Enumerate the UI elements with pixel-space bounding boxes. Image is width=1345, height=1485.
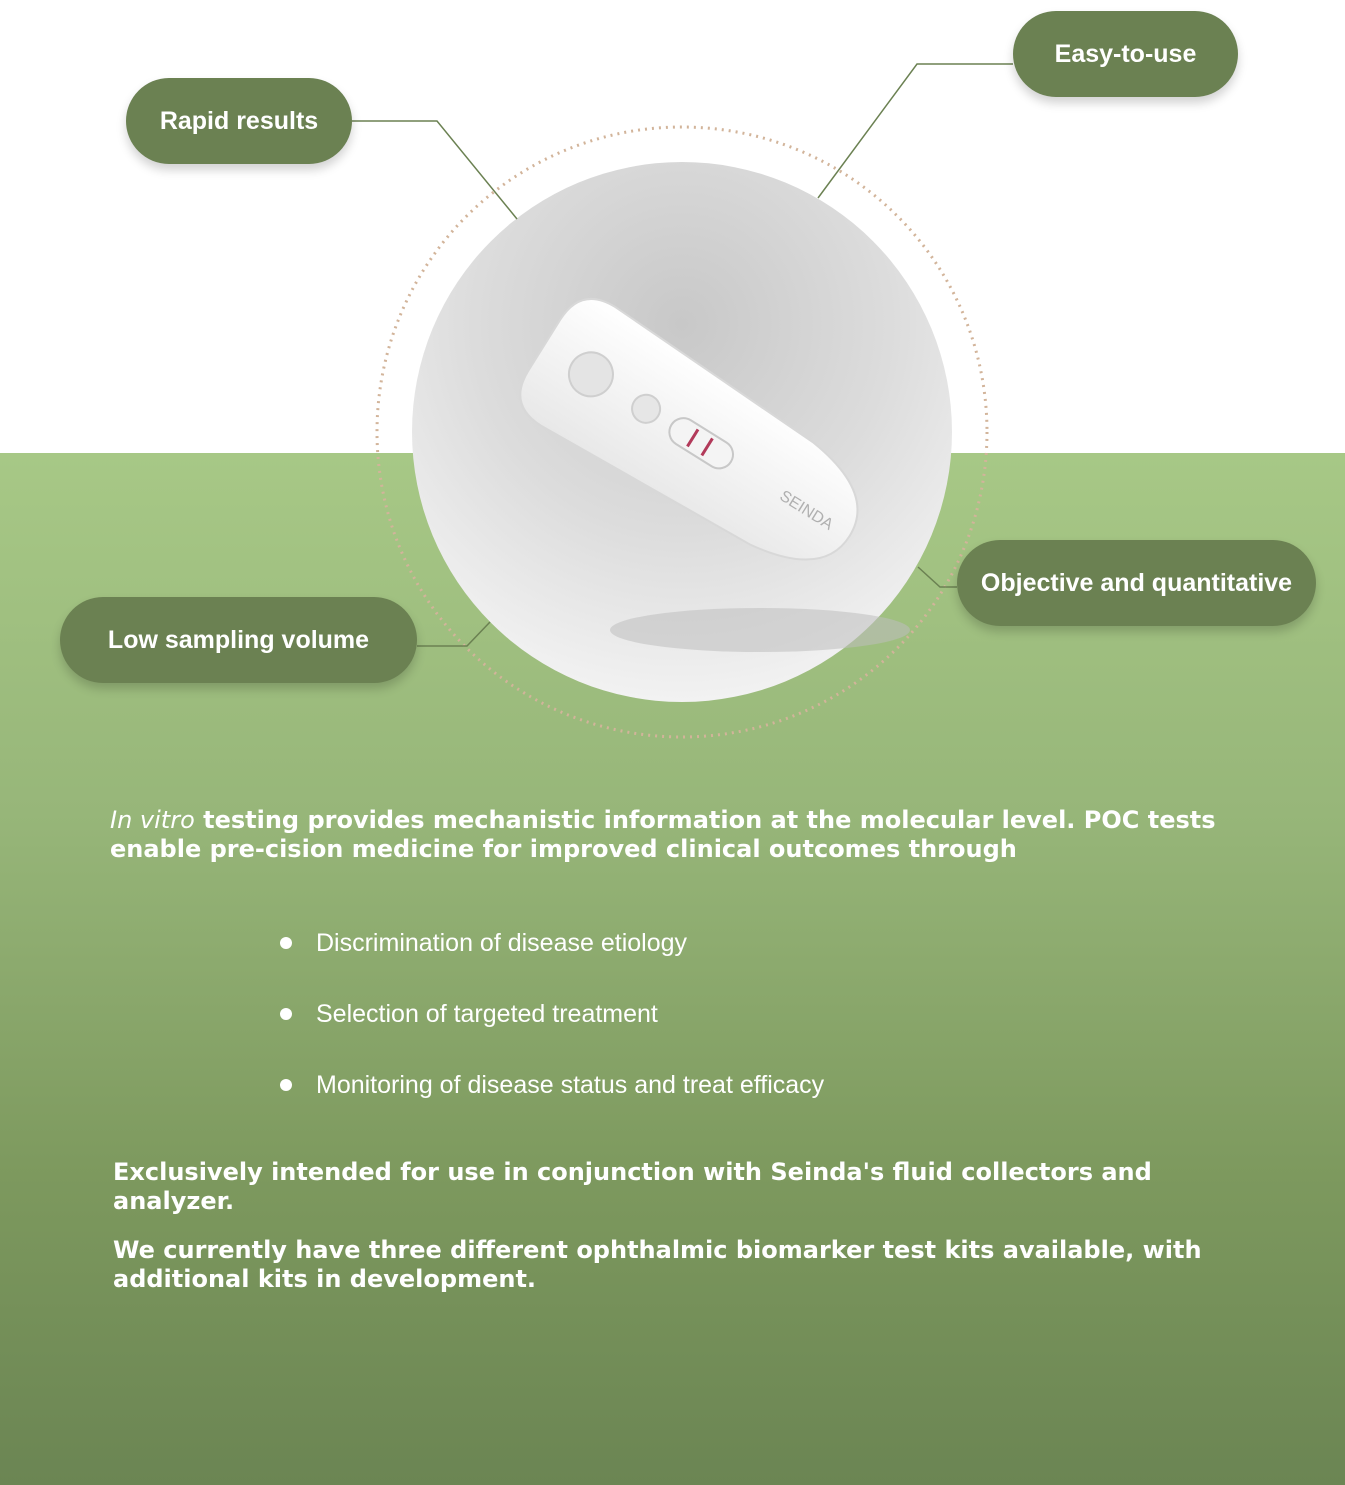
leader-rapid bbox=[352, 121, 517, 219]
leader-objective bbox=[918, 567, 957, 587]
leader-easy bbox=[818, 64, 1013, 198]
intro-italic: In vitro bbox=[110, 806, 195, 834]
bullet-dot-icon bbox=[280, 937, 292, 949]
list-item bbox=[280, 1067, 824, 1103]
leader-low bbox=[417, 622, 490, 646]
feature-objective-quantitative: Objective and quantitative bbox=[957, 540, 1316, 626]
intro-paragraph bbox=[110, 806, 1280, 864]
list-item-text: Monitoring of disease status and treat efficacy bbox=[316, 1071, 825, 1099]
benefit-list bbox=[280, 925, 824, 1103]
device-brand: SEINDA bbox=[776, 487, 837, 534]
feature-rapid-results: Rapid results bbox=[126, 78, 352, 164]
bullet-dot-icon bbox=[280, 1008, 292, 1020]
kits-availability-note: We currently have three different ophthalmic biomarker test kits available, with additional kits in development. bbox=[113, 1236, 1202, 1293]
intro-text: testing provides mechanistic information at the molecular level. POC tests enable pre-cision medicine for improved clinical outcomes through bbox=[110, 806, 1216, 863]
list-item bbox=[280, 925, 824, 961]
list-item bbox=[280, 996, 824, 1032]
feature-low-sampling-volume: Low sampling volume bbox=[60, 597, 417, 683]
list-item-text: Selection of targeted treatment bbox=[316, 1000, 658, 1028]
bullet-dot-icon bbox=[280, 1079, 292, 1091]
list-item-text: Discrimination of disease etiology bbox=[316, 929, 688, 957]
feature-easy-to-use: Easy-to-use bbox=[1013, 11, 1238, 97]
exclusive-use-note: Exclusively intended for use in conjunction with Seinda's fluid collectors and analyzer. bbox=[113, 1158, 1152, 1215]
device-shadow bbox=[610, 608, 910, 652]
